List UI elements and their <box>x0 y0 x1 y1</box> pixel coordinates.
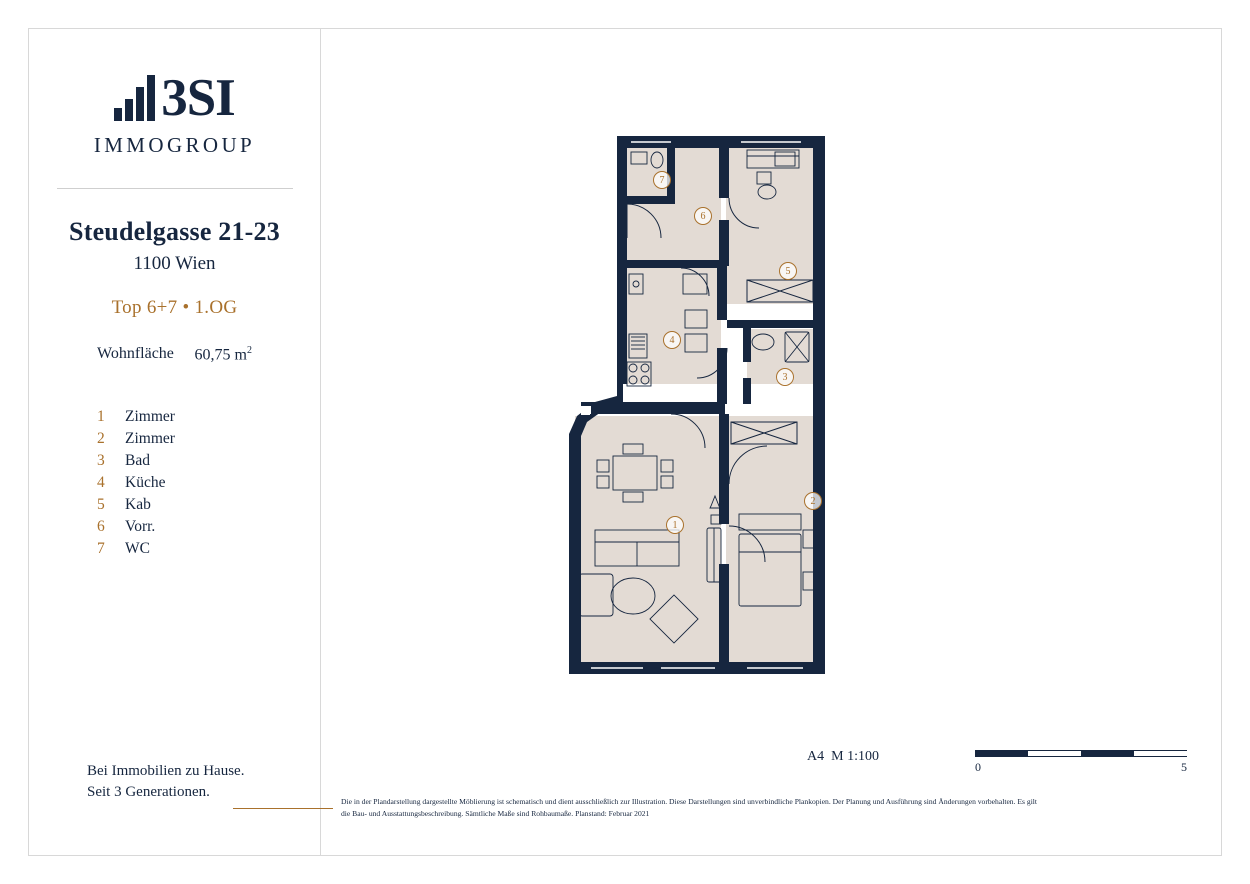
info-sidebar <box>29 29 321 855</box>
legend-number: 3 <box>97 452 105 470</box>
legend-label: Vorr. <box>125 518 156 536</box>
scale-end: 5 <box>1181 760 1187 774</box>
list-item <box>97 518 320 540</box>
legend-label: WC <box>125 540 150 558</box>
legend-number: 6 <box>97 518 105 536</box>
unit-label: Top 6+7 • 1.OG <box>111 297 238 318</box>
area-row <box>29 345 320 364</box>
floorplan-drawing <box>561 134 881 704</box>
list-item <box>97 496 320 518</box>
room-marker-7: 7 <box>653 171 671 189</box>
brand-name: 3SI <box>161 68 235 127</box>
legend-number: 5 <box>97 496 105 514</box>
sidebar-divider <box>57 188 293 189</box>
legend-label: Bad <box>125 452 150 470</box>
page-title: Steudelgasse 21-23 <box>69 217 280 246</box>
entry-notch <box>581 406 590 415</box>
room-marker-4: 4 <box>663 331 681 349</box>
scale-segments <box>975 750 1187 757</box>
room-marker-1: 1 <box>666 516 684 534</box>
room-marker-6: 6 <box>694 207 712 225</box>
area-value: 60,75 $m^2$ <box>194 345 252 364</box>
plan-sheet <box>28 28 1222 856</box>
brand-logo <box>29 69 320 158</box>
disclaimer-text: Die in der Plandarstellung dargestellte Möblierung ist schematisch und dient ausschließlich zur Illustration. Diese Darstellungen sind unverbindliche Plankopien. Der Planung und Ausführung sind Änderungen vorbehalten. Es gilt die Bau- und Ausstattungsbeschreibung. Sämtliche Maße sind Rohbaumaße. Planstand: Februar 2021 <box>341 797 1038 818</box>
project-city: 1100 Wien <box>133 253 216 274</box>
legend-label: Zimmer <box>125 408 175 426</box>
legend-number: 7 <box>97 540 105 558</box>
scale-start: 0 <box>975 760 981 774</box>
scale-text: A4 M 1:100 <box>807 749 879 764</box>
scale-bar <box>807 745 1187 781</box>
list-item <box>97 540 320 562</box>
list-item <box>97 430 320 452</box>
legend-number: 1 <box>97 408 105 426</box>
bar-chart-logo-icon <box>114 83 155 123</box>
area-label: Wohnfläche <box>97 345 174 362</box>
list-item <box>97 408 320 430</box>
legend-label: Küche <box>125 474 166 492</box>
slogan-line-1: Bei Immobilien zu Hause. <box>87 762 245 779</box>
legend-number: 4 <box>97 474 105 492</box>
room-marker-5: 5 <box>779 262 797 280</box>
legend-number: 2 <box>97 430 105 448</box>
room-marker-3: 3 <box>776 368 794 386</box>
brand-subtitle: IMMOGROUP <box>93 133 256 157</box>
slogan-underline <box>233 808 333 809</box>
room-marker-2: 2 <box>804 492 822 510</box>
legend-label: Zimmer <box>125 430 175 448</box>
brand-slogan <box>87 761 333 810</box>
area-unit: 2 <box>247 345 252 356</box>
slogan-line-2: Seit 3 Generationen. <box>87 784 210 801</box>
room-legend <box>29 408 320 562</box>
legend-label: Kab <box>125 496 151 514</box>
floorplan-svg <box>561 134 881 704</box>
list-item <box>97 474 320 496</box>
floorplan-area <box>321 29 1221 855</box>
list-item <box>97 452 320 474</box>
scale-graphic <box>975 750 1187 775</box>
